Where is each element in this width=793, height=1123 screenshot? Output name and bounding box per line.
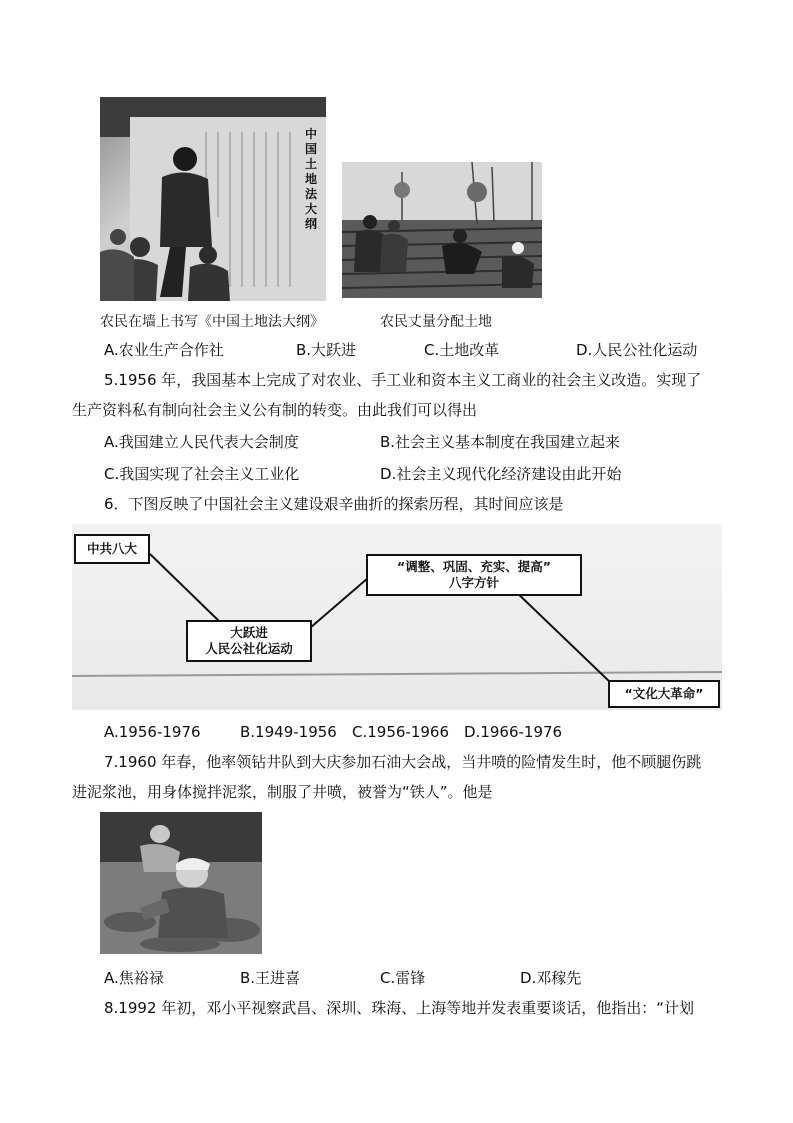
node-cultural-revolution-label: “文化大革命” bbox=[624, 686, 704, 701]
node-eight-char-policy-label-1: “调整、巩固、充实、提高” bbox=[397, 559, 551, 574]
node-eighth-congress bbox=[74, 534, 150, 564]
node-cultural-revolution bbox=[608, 680, 720, 708]
q5-option-d[interactable]: D.社会主义现代化经济建设由此开始 bbox=[380, 465, 622, 483]
q4-option-b[interactable]: B.大跃进 bbox=[296, 341, 357, 359]
node-eight-char-policy-label-2: 八字方针 bbox=[448, 575, 499, 590]
q7-option-b[interactable]: B.王进喜 bbox=[240, 969, 301, 987]
node-eighth-congress-label: 中共八大 bbox=[86, 541, 137, 556]
wall-scene-illustration bbox=[100, 97, 326, 301]
q6-option-b[interactable]: B.1949-1956 bbox=[240, 723, 337, 741]
q8-stem-line1: 8.1992 年初，邓小平视察武昌、深圳、珠海、上海等地并发表重要谈话，他指出：“计划 bbox=[104, 999, 695, 1017]
q5-option-b[interactable]: B.社会主义基本制度在我国建立起来 bbox=[380, 433, 621, 451]
q4-option-c[interactable]: C.土地改革 bbox=[424, 341, 500, 359]
q6-option-a[interactable]: A.1956-1976 bbox=[104, 723, 201, 741]
q4-option-d[interactable]: D.人民公社化运动 bbox=[576, 341, 698, 359]
q7-stem-line2: 进泥浆池，用身体搅拌泥浆，制服了井喷，被誉为“铁人”。他是 bbox=[72, 783, 493, 801]
field-scene-illustration bbox=[342, 162, 542, 298]
wall-sign-text: 中国土地法大纲 bbox=[305, 127, 318, 231]
q7-option-a[interactable]: A.焦裕禄 bbox=[104, 969, 164, 987]
q6-stem-line1: 6．下图反映了中国社会主义建设艰辛曲折的探索历程，其时间应该是 bbox=[104, 495, 564, 513]
field-photo-caption: 农民丈量分配土地 bbox=[380, 314, 492, 330]
q7-option-d[interactable]: D.邓稼先 bbox=[520, 969, 582, 987]
node-eight-char-policy bbox=[366, 554, 582, 596]
q5-option-a[interactable]: A.我国建立人民代表大会制度 bbox=[104, 433, 299, 451]
wall-photo-caption: 农民在墙上书写《中国土地法大纲》 bbox=[100, 314, 324, 330]
node-great-leap-label-1: 大跃进 bbox=[230, 625, 268, 640]
exploration-diagram bbox=[72, 524, 722, 710]
node-great-leap-label-2: 人民公社化运动 bbox=[205, 641, 293, 656]
q6-option-c[interactable]: C.1956-1966 bbox=[352, 723, 450, 741]
q7-option-c[interactable]: C.雷锋 bbox=[380, 969, 426, 987]
iron-man-photo bbox=[100, 812, 262, 954]
land-measuring-photo bbox=[342, 162, 542, 298]
wall-writing-photo bbox=[100, 97, 326, 301]
q4-option-a[interactable]: A.农业生产合作社 bbox=[104, 341, 224, 359]
q5-stem-line1: 5.1956 年，我国基本上完成了对农业、手工业和资本主义工商业的社会主义改造。实现了 bbox=[104, 371, 702, 389]
q5-option-c[interactable]: C.我国实现了社会主义工业化 bbox=[104, 465, 300, 483]
q7-stem-line1: 7.1960 年春，他率领钻井队到大庆参加石油大会战，当井喷的险情发生时，他不顾腿伤跳 bbox=[104, 753, 702, 771]
mud-pit-illustration bbox=[100, 812, 262, 954]
node-great-leap bbox=[186, 620, 312, 662]
q6-option-d[interactable]: D.1966-1976 bbox=[464, 723, 563, 741]
q5-stem-line2: 生产资料私有制向社会主义公有制的转变。由此我们可以得出 bbox=[72, 401, 478, 419]
